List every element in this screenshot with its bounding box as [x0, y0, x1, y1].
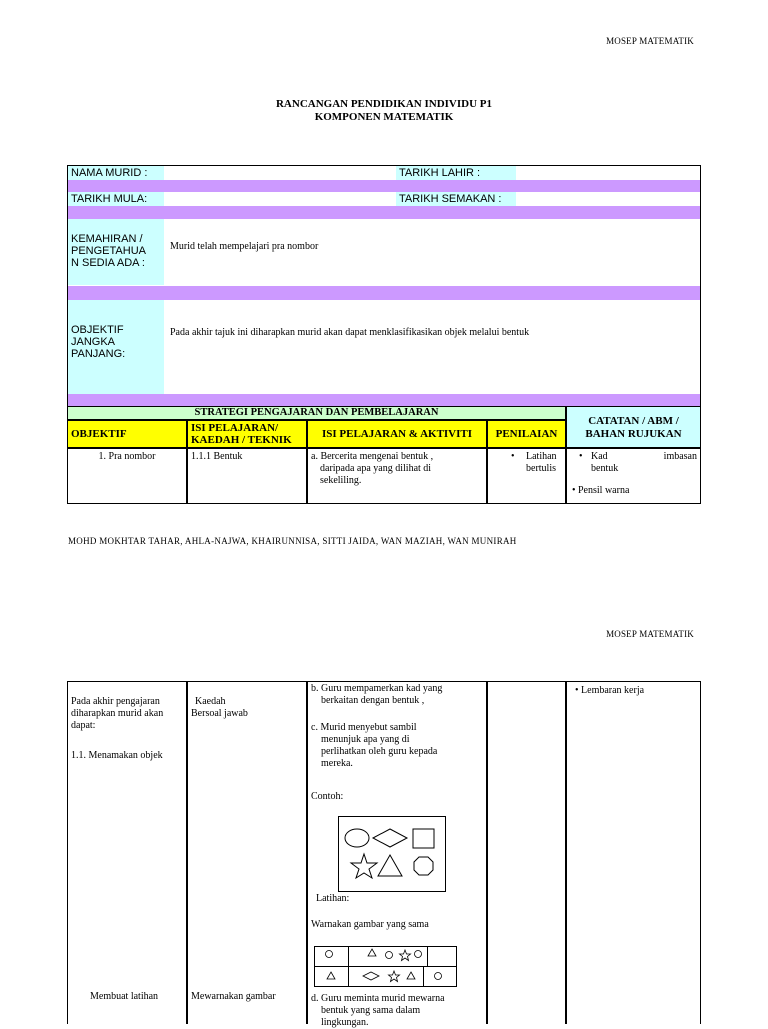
col-catatan: • Lembaran kerja [566, 681, 701, 1024]
circle-shape-icon [345, 829, 369, 847]
circle-shape-icon [326, 951, 333, 958]
latihan-label: Latihan: [316, 893, 350, 904]
star-shape-icon [389, 971, 400, 982]
triangle-shape-icon [368, 949, 376, 956]
row-catatan: • Kad imbasan bentuk • Pensil warna [566, 448, 701, 504]
bullet-icon: • [572, 485, 576, 496]
row-aktiviti: a. Bercerita mengenai bentuk , daripada apa yang dilihat di sekeliling. [307, 448, 487, 504]
triangle-shape-icon [407, 972, 415, 979]
bullet-icon: • [511, 451, 515, 462]
star-shape-icon [351, 854, 377, 878]
col-kaedah: Kaedah Bersoal jawab Mewarnakan gambar [187, 681, 307, 1024]
student-info-form [67, 165, 701, 407]
coloring-worksheet-figure [314, 946, 457, 988]
tarikh-semakan-label: TARIKH SEMAKAN : [396, 192, 516, 206]
col-penilaian-header: PENILAIAN [487, 420, 566, 448]
contoh-label: Contoh: [311, 791, 344, 802]
diamond-shape-icon [373, 829, 407, 847]
separator-band [68, 286, 700, 300]
row-isi: 1.1.1 Bentuk [187, 448, 307, 504]
objective-item: 1.1. Menamakan objek [71, 750, 163, 761]
col-objektif: Pada akhir pengajaran diharapkan murid akan dapat: 1.1. Menamakan objek Membuat latihan [67, 681, 187, 1024]
col-aktiviti: b. Guru mempamerkan kad yang berkaitan dengan bentuk , c. Murid menyebut sambil menunjuk apa yang di perlihatkan oleh guru kepada mereka. Contoh: Latihan: Warnakan gambar yang sama d. Guru meminta murid mewarna bentuk yang sama dalam lingkungan. [307, 681, 487, 1024]
separator-band [68, 180, 700, 192]
row-penilaian: • Latihan bertulis [487, 448, 566, 504]
lesson-table-continued [67, 681, 701, 1028]
bullet-icon: • [575, 685, 582, 696]
diamond-shape-icon [363, 972, 379, 980]
bullet-icon: • [579, 451, 583, 462]
col-penilaian [487, 681, 566, 1024]
octagon-shape-icon [414, 857, 433, 875]
objektif-label: OBJEKTIF JANGKA PANJANG: [68, 300, 164, 394]
separator-band [68, 394, 700, 406]
circle-shape-icon [386, 952, 393, 959]
header-label: MOSEP MATEMATIK [606, 36, 694, 46]
shapes-example-figure [338, 816, 446, 892]
nama-murid-label: NAMA MURID : [68, 166, 164, 180]
authors-footer: MOHD MOKHTAR TAHAR, AHLA-NAJWA, KHAIRUNNISA, SITTI JAIDA, WAN MAZIAH, WAN MUNIRAH [68, 536, 517, 546]
catatan-header: CATATAN / ABM / BAHAN RUJUKAN [566, 406, 701, 448]
col-aktiviti-header: ISI PELAJARAN & AKTIVITI [307, 420, 487, 448]
document-title: RANCANGAN PENDIDIKAN INDIVIDU P1 [275, 98, 493, 110]
separator-band [68, 206, 700, 219]
document-subtitle: KOMPONEN MATEMATIK [314, 111, 454, 123]
strategy-table [67, 406, 701, 504]
strategy-header: STRATEGI PENGAJARAN DAN PEMBELAJARAN [67, 406, 566, 420]
objektif-value: Pada akhir tajuk ini diharapkan murid akan dapat menklasifikasikan objek melalui bentuk [170, 327, 530, 338]
circle-shape-icon [435, 973, 442, 980]
row-objektif: 1. Pra nombor [67, 448, 187, 504]
kemahiran-value: Murid telah mempelajari pra nombor [170, 241, 319, 252]
method-label: Mewarnakan gambar [191, 991, 276, 1002]
header-label: MOSEP MATEMATIK [606, 629, 694, 639]
triangle-shape-icon [327, 972, 335, 979]
col-objektif-header: OBJEKTIF [67, 420, 187, 448]
col-isi-header: ISI PELAJARAN/ KAEDAH / TEKNIK [187, 420, 307, 448]
activity-label: Membuat latihan [90, 991, 159, 1002]
tarikh-mula-label: TARIKH MULA: [68, 192, 164, 206]
kemahiran-label: KEMAHIRAN / PENGETAHUA N SEDIA ADA : [68, 219, 164, 285]
warnakan-instruction: Warnakan gambar yang sama [311, 919, 429, 930]
star-shape-icon [400, 950, 411, 961]
square-shape-icon [413, 829, 434, 848]
circle-shape-icon [415, 951, 422, 958]
triangle-shape-icon [378, 855, 402, 876]
tarikh-lahir-label: TARIKH LAHIR : [396, 166, 516, 180]
